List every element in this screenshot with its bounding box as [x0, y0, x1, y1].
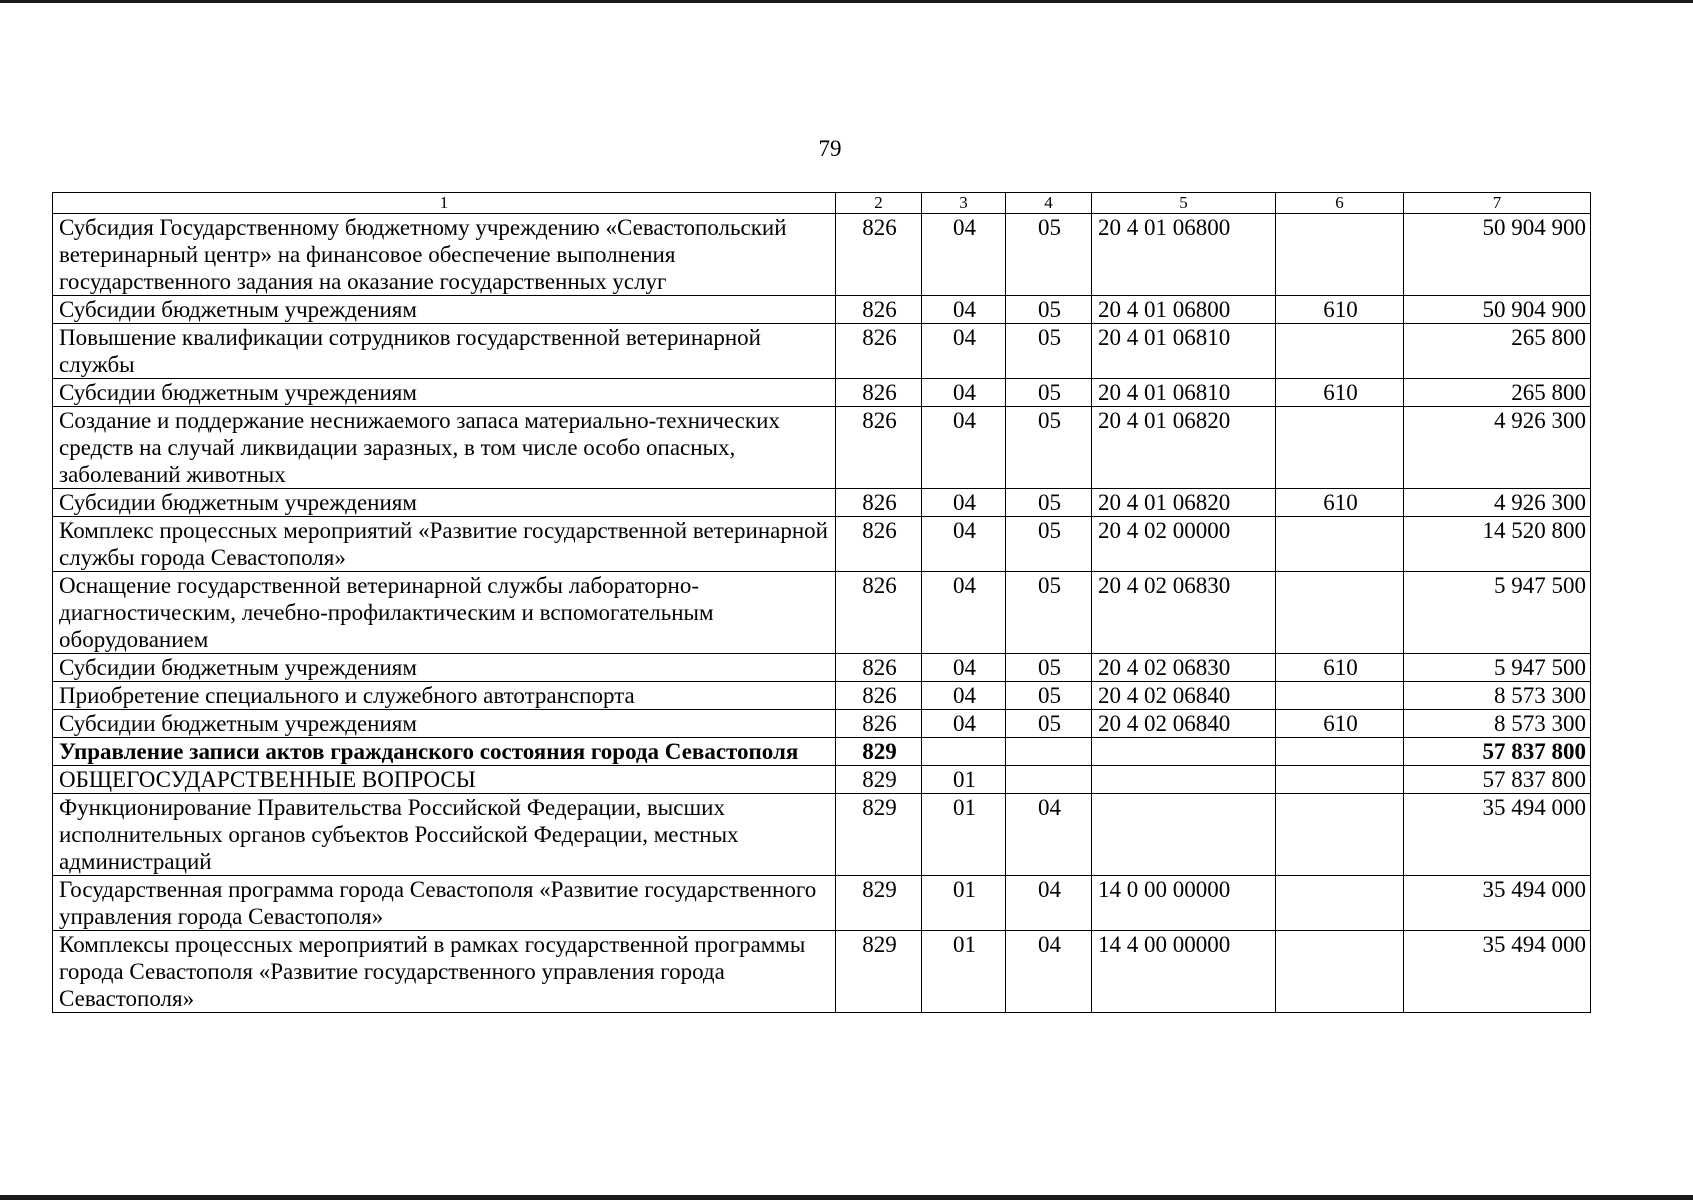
- expense-type-code: 610: [1276, 489, 1404, 517]
- target-article-code: 14 4 00 00000: [1092, 931, 1276, 1013]
- row-name: Создание и поддержание неснижаемого запаса материально-технических средств на случай ликвидации заразных, в том числе особо опасных, заболеваний животных: [53, 407, 836, 489]
- amount: 50 904 900: [1404, 296, 1591, 324]
- amount: 50 904 900: [1404, 214, 1591, 296]
- row-name: Комплексы процессных мероприятий в рамках государственной программы города Севастополя «Развитие государственного управления города Севастополя»: [53, 931, 836, 1013]
- table-row: [53, 296, 1591, 324]
- amount: 35 494 000: [1404, 794, 1591, 876]
- admin-code: 826: [836, 324, 922, 379]
- column-header: 2: [836, 193, 922, 214]
- target-article-code: 20 4 02 06830: [1092, 654, 1276, 682]
- expense-type-code: [1276, 766, 1404, 794]
- row-name: Управление записи актов гражданского состояния города Севастополя: [53, 738, 836, 766]
- page-number: 79: [818, 136, 842, 161]
- target-article-code: 20 4 02 06840: [1092, 710, 1276, 738]
- expense-type-code: [1276, 517, 1404, 572]
- admin-code: 826: [836, 572, 922, 654]
- table-row: [53, 654, 1591, 682]
- admin-code: 826: [836, 710, 922, 738]
- admin-code: 829: [836, 766, 922, 794]
- row-name: Оснащение государственной ветеринарной службы лабораторно-диагностическим, лечебно-профилактическим и вспомогательным оборудованием: [53, 572, 836, 654]
- column-header: 4: [1006, 193, 1092, 214]
- row-name: Функционирование Правительства Российской Федерации, высших исполнительных органов субъектов Российской Федерации, местных администраций: [53, 794, 836, 876]
- admin-code: 826: [836, 214, 922, 296]
- row-name: Государственная программа города Севастополя «Развитие государственного управления города Севастополя»: [53, 876, 836, 931]
- target-article-code: 20 4 01 06800: [1092, 296, 1276, 324]
- top-border: [0, 0, 1693, 3]
- admin-code: 829: [836, 794, 922, 876]
- table-row: [53, 794, 1591, 876]
- expense-type-code: [1276, 214, 1404, 296]
- table-row: [53, 876, 1591, 931]
- target-article-code: [1092, 766, 1276, 794]
- amount: 8 573 300: [1404, 710, 1591, 738]
- target-article-code: 20 4 02 06840: [1092, 682, 1276, 710]
- admin-code: 826: [836, 296, 922, 324]
- expense-type-code: 610: [1276, 654, 1404, 682]
- section-code: 01: [922, 931, 1006, 1013]
- amount: 35 494 000: [1404, 876, 1591, 931]
- admin-code: 826: [836, 654, 922, 682]
- amount: 5 947 500: [1404, 572, 1591, 654]
- section-code: 04: [922, 517, 1006, 572]
- section-code: 04: [922, 379, 1006, 407]
- table-row: [53, 379, 1591, 407]
- row-name: Субсидия Государственному бюджетному учреждению «Севастопольский ветеринарный центр» на финансовое обеспечение выполнения государственного задания на оказание государственных услуг: [53, 214, 836, 296]
- expense-type-code: [1276, 682, 1404, 710]
- amount: 57 837 800: [1404, 766, 1591, 794]
- admin-code: 829: [836, 738, 922, 766]
- target-article-code: 20 4 01 06820: [1092, 489, 1276, 517]
- target-article-code: 20 4 01 06800: [1092, 214, 1276, 296]
- target-article-code: 20 4 01 06820: [1092, 407, 1276, 489]
- admin-code: 826: [836, 517, 922, 572]
- column-header: 5: [1092, 193, 1276, 214]
- row-name: Субсидии бюджетным учреждениям: [53, 296, 836, 324]
- amount: 265 800: [1404, 379, 1591, 407]
- table-row: [53, 931, 1591, 1013]
- section-code: 01: [922, 876, 1006, 931]
- expense-type-code: 610: [1276, 296, 1404, 324]
- section-code: 04: [922, 324, 1006, 379]
- table-row: [53, 682, 1591, 710]
- target-article-code: 20 4 02 06830: [1092, 572, 1276, 654]
- table-row: [53, 572, 1591, 654]
- expense-type-code: 610: [1276, 710, 1404, 738]
- column-header: 7: [1404, 193, 1591, 214]
- section-code: 04: [922, 710, 1006, 738]
- admin-code: 829: [836, 876, 922, 931]
- subsection-code: 05: [1006, 710, 1092, 738]
- expense-type-code: [1276, 794, 1404, 876]
- section-code: 04: [922, 654, 1006, 682]
- expense-type-code: [1276, 572, 1404, 654]
- section-code: 04: [922, 407, 1006, 489]
- table-row: [53, 766, 1591, 794]
- subsection-code: 05: [1006, 654, 1092, 682]
- table-row: [53, 214, 1591, 296]
- expense-type-code: 610: [1276, 379, 1404, 407]
- table-row: [53, 489, 1591, 517]
- expense-type-code: [1276, 407, 1404, 489]
- target-article-code: 20 4 01 06810: [1092, 379, 1276, 407]
- row-name: Повышение квалификации сотрудников государственной ветеринарной службы: [53, 324, 836, 379]
- table-row: [53, 517, 1591, 572]
- admin-code: 826: [836, 379, 922, 407]
- row-name: Субсидии бюджетным учреждениям: [53, 654, 836, 682]
- table-row: [53, 738, 1591, 766]
- subsection-code: 05: [1006, 324, 1092, 379]
- target-article-code: 20 4 02 00000: [1092, 517, 1276, 572]
- amount: 4 926 300: [1404, 407, 1591, 489]
- row-name: Комплекс процессных мероприятий «Развитие государственной ветеринарной службы города Севастополя»: [53, 517, 836, 572]
- row-name: Субсидии бюджетным учреждениям: [53, 379, 836, 407]
- column-header: 1: [53, 193, 836, 214]
- target-article-code: [1092, 794, 1276, 876]
- expense-type-code: [1276, 876, 1404, 931]
- section-code: 04: [922, 682, 1006, 710]
- amount: 35 494 000: [1404, 931, 1591, 1013]
- section-code: 04: [922, 296, 1006, 324]
- table-row: [53, 324, 1591, 379]
- section-code: 01: [922, 794, 1006, 876]
- table-row: [53, 710, 1591, 738]
- table-row: [53, 407, 1591, 489]
- section-code: 04: [922, 214, 1006, 296]
- admin-code: 826: [836, 489, 922, 517]
- subsection-code: [1006, 766, 1092, 794]
- expense-type-code: [1276, 738, 1404, 766]
- admin-code: 826: [836, 682, 922, 710]
- subsection-code: 04: [1006, 876, 1092, 931]
- admin-code: 826: [836, 407, 922, 489]
- target-article-code: 14 0 00 00000: [1092, 876, 1276, 931]
- row-name: Субсидии бюджетным учреждениям: [53, 710, 836, 738]
- subsection-code: 05: [1006, 296, 1092, 324]
- subsection-code: 05: [1006, 682, 1092, 710]
- row-name: Субсидии бюджетным учреждениям: [53, 489, 836, 517]
- subsection-code: 04: [1006, 931, 1092, 1013]
- section-code: 01: [922, 766, 1006, 794]
- subsection-code: 05: [1006, 407, 1092, 489]
- table-body: [53, 214, 1591, 1013]
- target-article-code: 20 4 01 06810: [1092, 324, 1276, 379]
- row-name: ОБЩЕГОСУДАРСТВЕННЫЕ ВОПРОСЫ: [53, 766, 836, 794]
- expense-type-code: [1276, 324, 1404, 379]
- column-header: 6: [1276, 193, 1404, 214]
- amount: 57 837 800: [1404, 738, 1591, 766]
- amount: 5 947 500: [1404, 654, 1591, 682]
- amount: 8 573 300: [1404, 682, 1591, 710]
- amount: 265 800: [1404, 324, 1591, 379]
- subsection-code: 04: [1006, 794, 1092, 876]
- row-name: Приобретение специального и служебного автотранспорта: [53, 682, 836, 710]
- subsection-code: 05: [1006, 517, 1092, 572]
- section-code: [922, 738, 1006, 766]
- subsection-code: 05: [1006, 379, 1092, 407]
- subsection-code: [1006, 738, 1092, 766]
- section-code: 04: [922, 572, 1006, 654]
- section-code: 04: [922, 489, 1006, 517]
- bottom-border: [0, 1195, 1693, 1200]
- target-article-code: [1092, 738, 1276, 766]
- amount: 14 520 800: [1404, 517, 1591, 572]
- budget-table: [52, 192, 1591, 1013]
- amount: 4 926 300: [1404, 489, 1591, 517]
- column-number-header: [53, 193, 1591, 214]
- subsection-code: 05: [1006, 214, 1092, 296]
- subsection-code: 05: [1006, 489, 1092, 517]
- column-header: 3: [922, 193, 1006, 214]
- admin-code: 829: [836, 931, 922, 1013]
- subsection-code: 05: [1006, 572, 1092, 654]
- expense-type-code: [1276, 931, 1404, 1013]
